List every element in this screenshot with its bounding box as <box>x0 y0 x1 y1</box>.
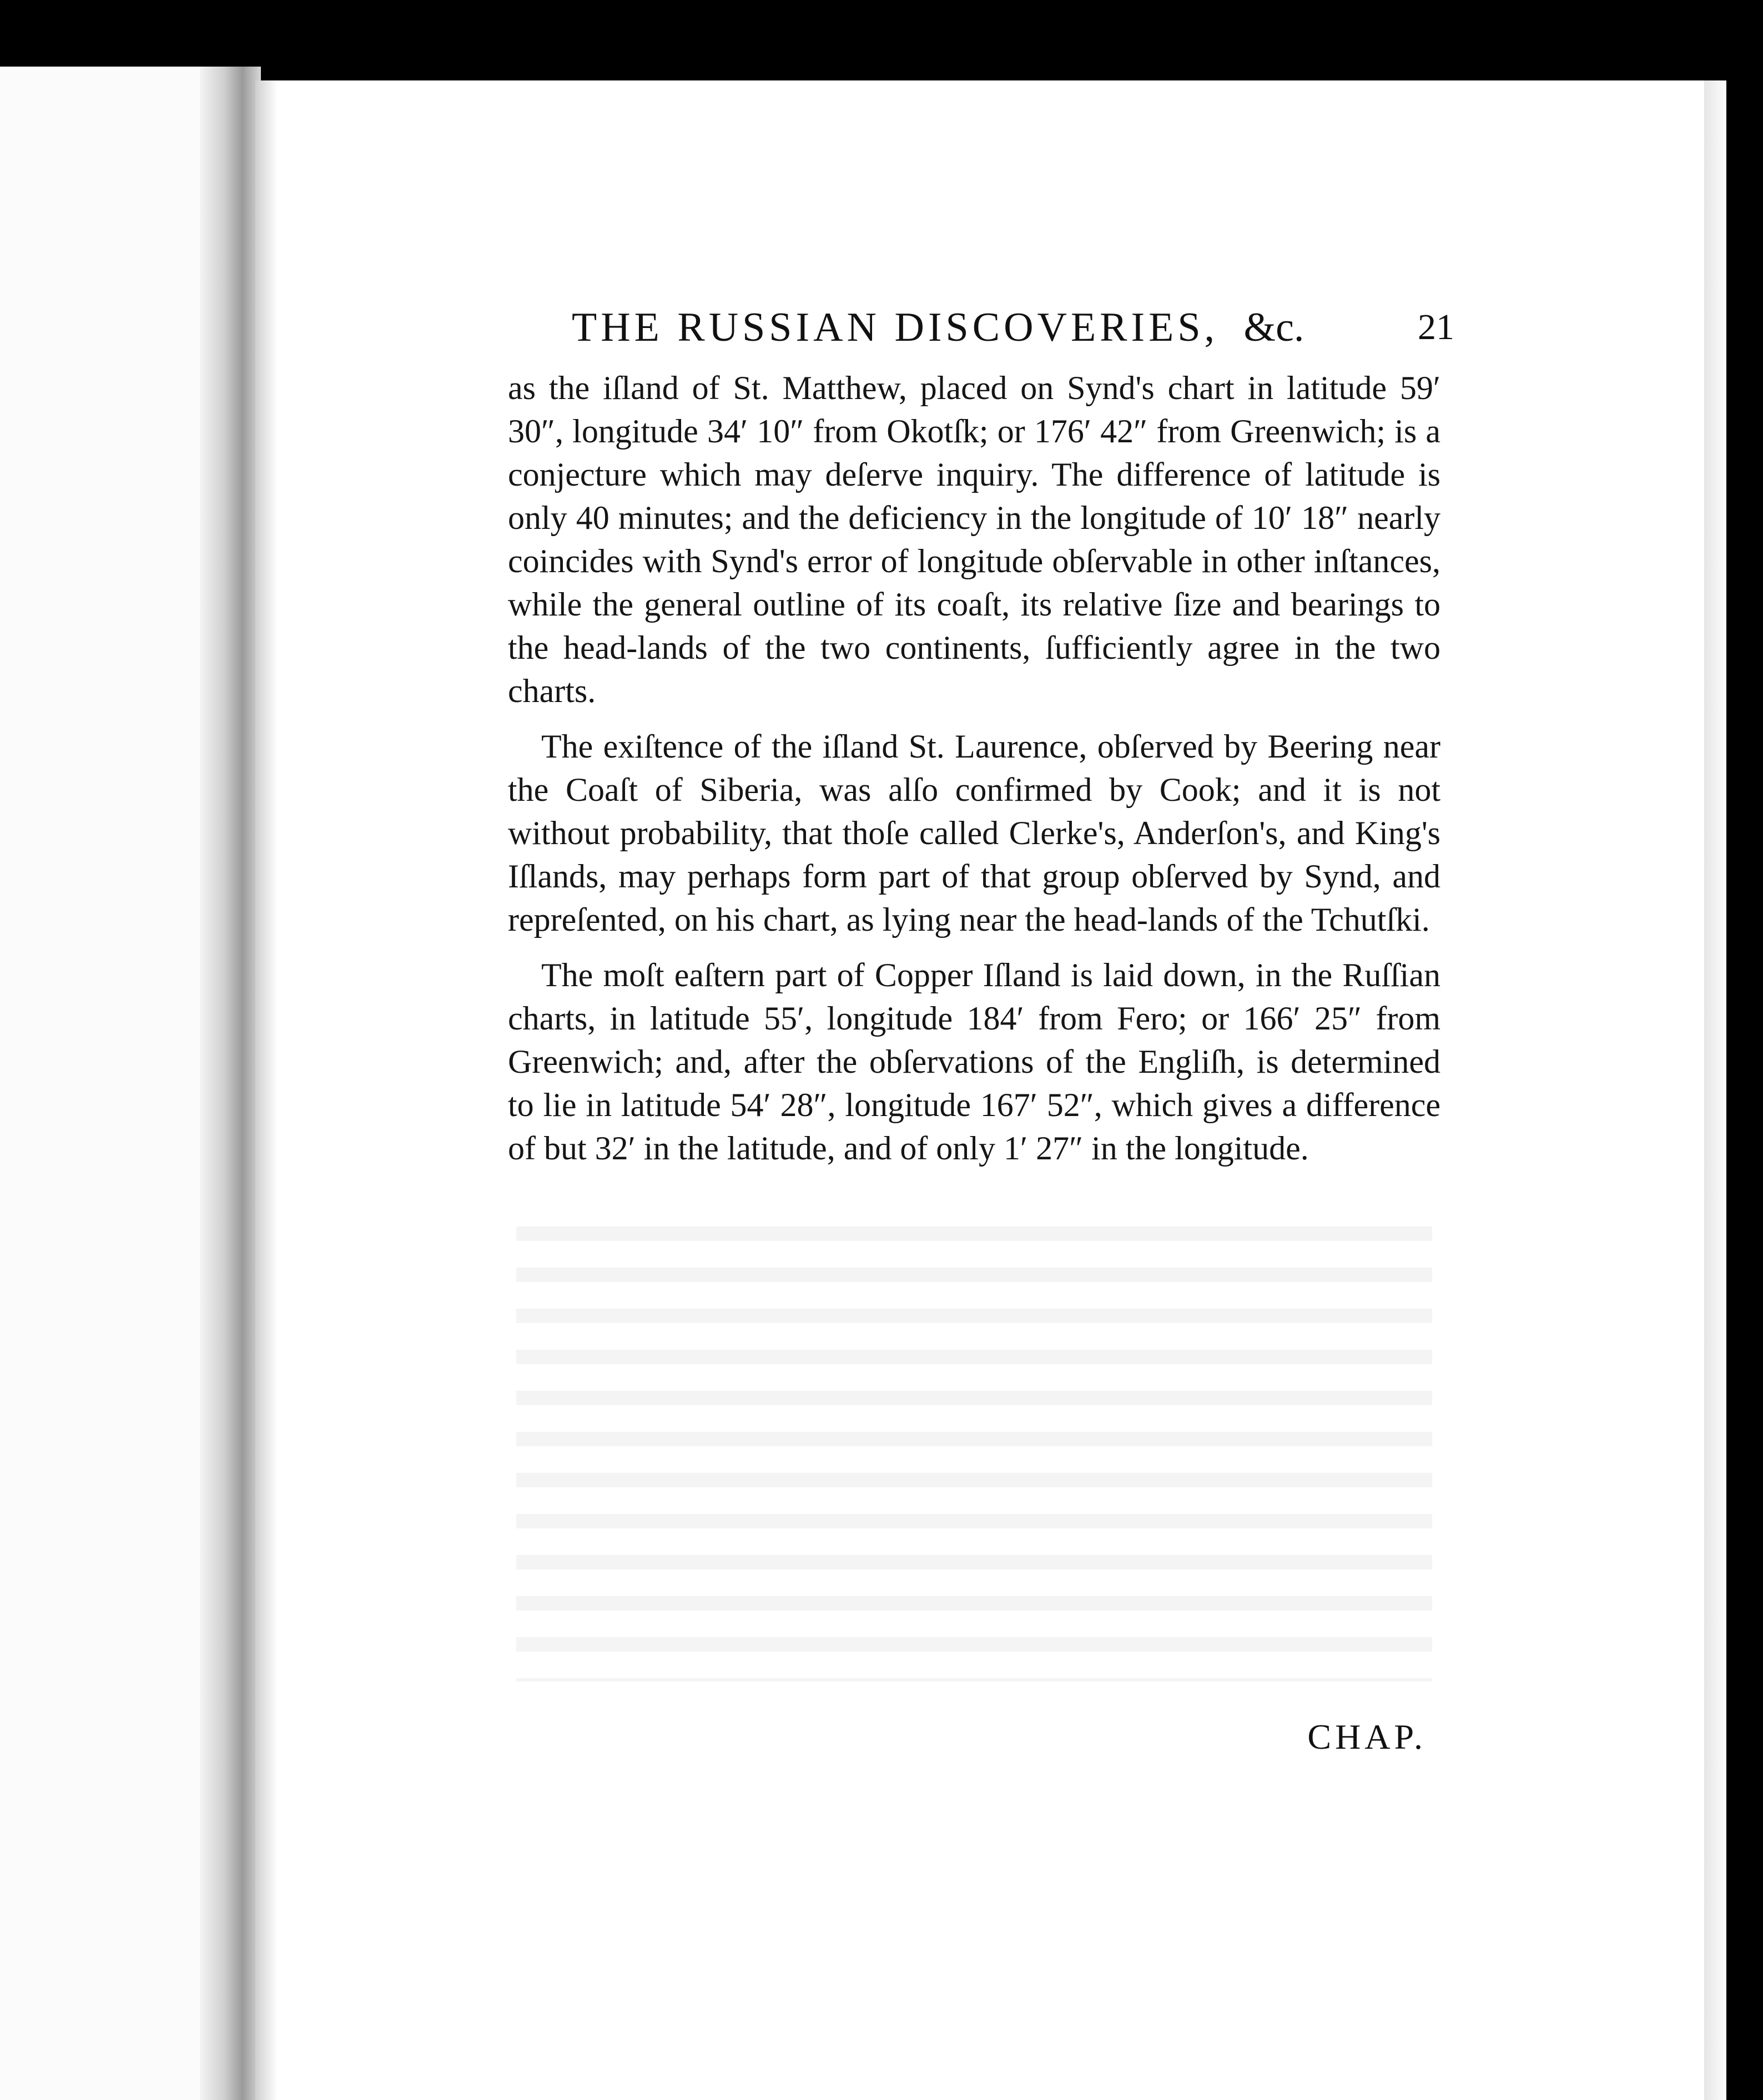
page-number: 21 <box>1418 307 1454 347</box>
paragraph: The moſt eaſtern part of Copper Iſland is laid down, in the Ruſſian charts, in latitude 55′, longitude 184′ from Fero; or 166′ 25″ from Greenwich; and, after the obſervations of the Engliſh, is determined to lie in latitude 54′ 28″, longitude 167′ 52″, which gives a difference of but 32′ in the latitude, and of only 1′ 27″ in the longitude. <box>508 957 1440 1167</box>
page-edge <box>1704 80 1726 2100</box>
running-head <box>572 302 1443 352</box>
book-spine-shadow <box>200 67 261 2100</box>
paragraph: The exiſtence of the iſland St. Laurence, obſerved by Beering near the Coaſt of Siberia, was alſo confirmed by Cook; and it is not without probability, that thoſe called Clerke's, Anderſon's, and King's Iſlands, may perhaps form part of that group obſerved by Synd, and repreſented, on his chart, as lying near the head-lands of the Tchutſki. <box>508 728 1440 938</box>
bleed-through-text <box>516 1226 1432 1682</box>
catchword: CHAP. <box>1307 1717 1427 1756</box>
body-text <box>508 366 1440 1182</box>
paragraph: as the iſland of St. Matthew, placed on Synd's chart in latitude 59′ 30″, longitude 34′ 10″ from Okotſk; or 176′ 42″ from Greenwich; is a conjecture which may deſerve inquiry. The difference of latitude is only 40 minutes; and the deficiency in the longitude of 10′ 18″ nearly coincides with Synd's error of longitude obſervable in other inſtances, while the general outline of its coaſt, its relative ſize and bearings to the head-lands of the two continents, ſufficiently agree in the two charts. <box>508 370 1440 709</box>
page-gutter <box>255 80 278 2100</box>
running-title-etc: &c. <box>1243 305 1304 350</box>
running-title: THE RUSSIAN DISCOVERIES, <box>572 305 1219 350</box>
